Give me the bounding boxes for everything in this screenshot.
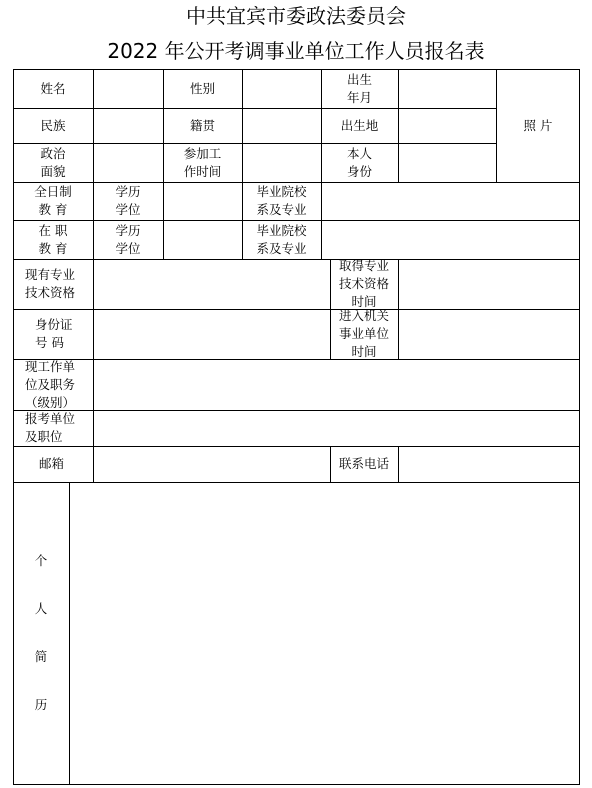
photo-box[interactable]: 照 片 [523, 117, 553, 133]
label-current-job: 现工作单 位及职务 （级别） [25, 358, 76, 410]
value-birthplace[interactable] [399, 108, 496, 143]
label-identity: 本人 身份 [346, 145, 372, 179]
label-political-status: 政治 面貌 [40, 145, 66, 179]
label-gender: 性别 [189, 80, 215, 96]
value-identity[interactable] [399, 143, 496, 182]
value-political-status[interactable] [94, 143, 163, 182]
value-name[interactable] [94, 69, 163, 108]
value-native-place[interactable] [243, 108, 321, 143]
value-resume[interactable] [70, 482, 579, 784]
label-phone: 联系电话 [338, 456, 389, 471]
label-school-inservice: 毕业院校 系及专业 [256, 222, 307, 256]
value-ethnicity[interactable] [94, 108, 163, 143]
label-ethnicity: 民族 [40, 117, 66, 133]
value-birth-date[interactable] [399, 69, 496, 108]
label-birth-date: 出生 年月 [346, 71, 372, 105]
label-degree-inservice: 学历 学位 [115, 222, 141, 256]
value-work-start[interactable] [243, 143, 321, 182]
value-professional-qualification[interactable] [94, 259, 330, 309]
value-id-number[interactable] [94, 309, 330, 359]
label-native-place: 籍贯 [189, 117, 215, 133]
label-school-fulltime: 毕业院校 系及专业 [256, 184, 307, 217]
value-gender[interactable] [243, 69, 321, 108]
label-id-number: 身份证 号 码 [35, 317, 73, 350]
form-title-line1: 中共宜宾市委政法委员会 [186, 4, 406, 28]
value-apply-position[interactable] [94, 410, 579, 446]
label-work-start: 参加工 作时间 [183, 145, 222, 179]
label-name: 姓名 [40, 80, 66, 96]
value-email[interactable] [94, 446, 330, 482]
label-qualification-time: 取得专业 技术资格 时间 [338, 258, 389, 309]
form-title-line2: 2022 年公开考调事业单位工作人员报名表 [107, 39, 485, 63]
value-entry-time[interactable] [399, 309, 579, 359]
label-resume: 个 人 简 历 [34, 553, 48, 712]
table-border-bottom [13, 784, 580, 785]
value-degree-inservice[interactable] [164, 220, 242, 259]
value-qualification-time[interactable] [399, 259, 579, 309]
value-school-inservice[interactable] [322, 220, 579, 259]
label-degree-fulltime: 学历 学位 [115, 184, 141, 217]
label-birthplace: 出生地 [340, 117, 379, 133]
value-school-fulltime[interactable] [322, 182, 579, 220]
label-apply-position: 报考单位 及职位 [25, 411, 76, 444]
table-border-right [579, 69, 580, 785]
label-inservice-education: 在 职 教 育 [38, 222, 68, 256]
label-email: 邮箱 [39, 456, 65, 471]
value-phone[interactable] [399, 446, 579, 482]
label-fulltime-education: 全日制 教 育 [34, 184, 72, 217]
value-degree-fulltime[interactable] [164, 182, 242, 220]
value-current-job[interactable] [94, 359, 579, 410]
label-entry-time: 进入机关 事业单位 时间 [338, 308, 389, 359]
label-professional-qualification: 现有专业 技术资格 [25, 267, 76, 300]
